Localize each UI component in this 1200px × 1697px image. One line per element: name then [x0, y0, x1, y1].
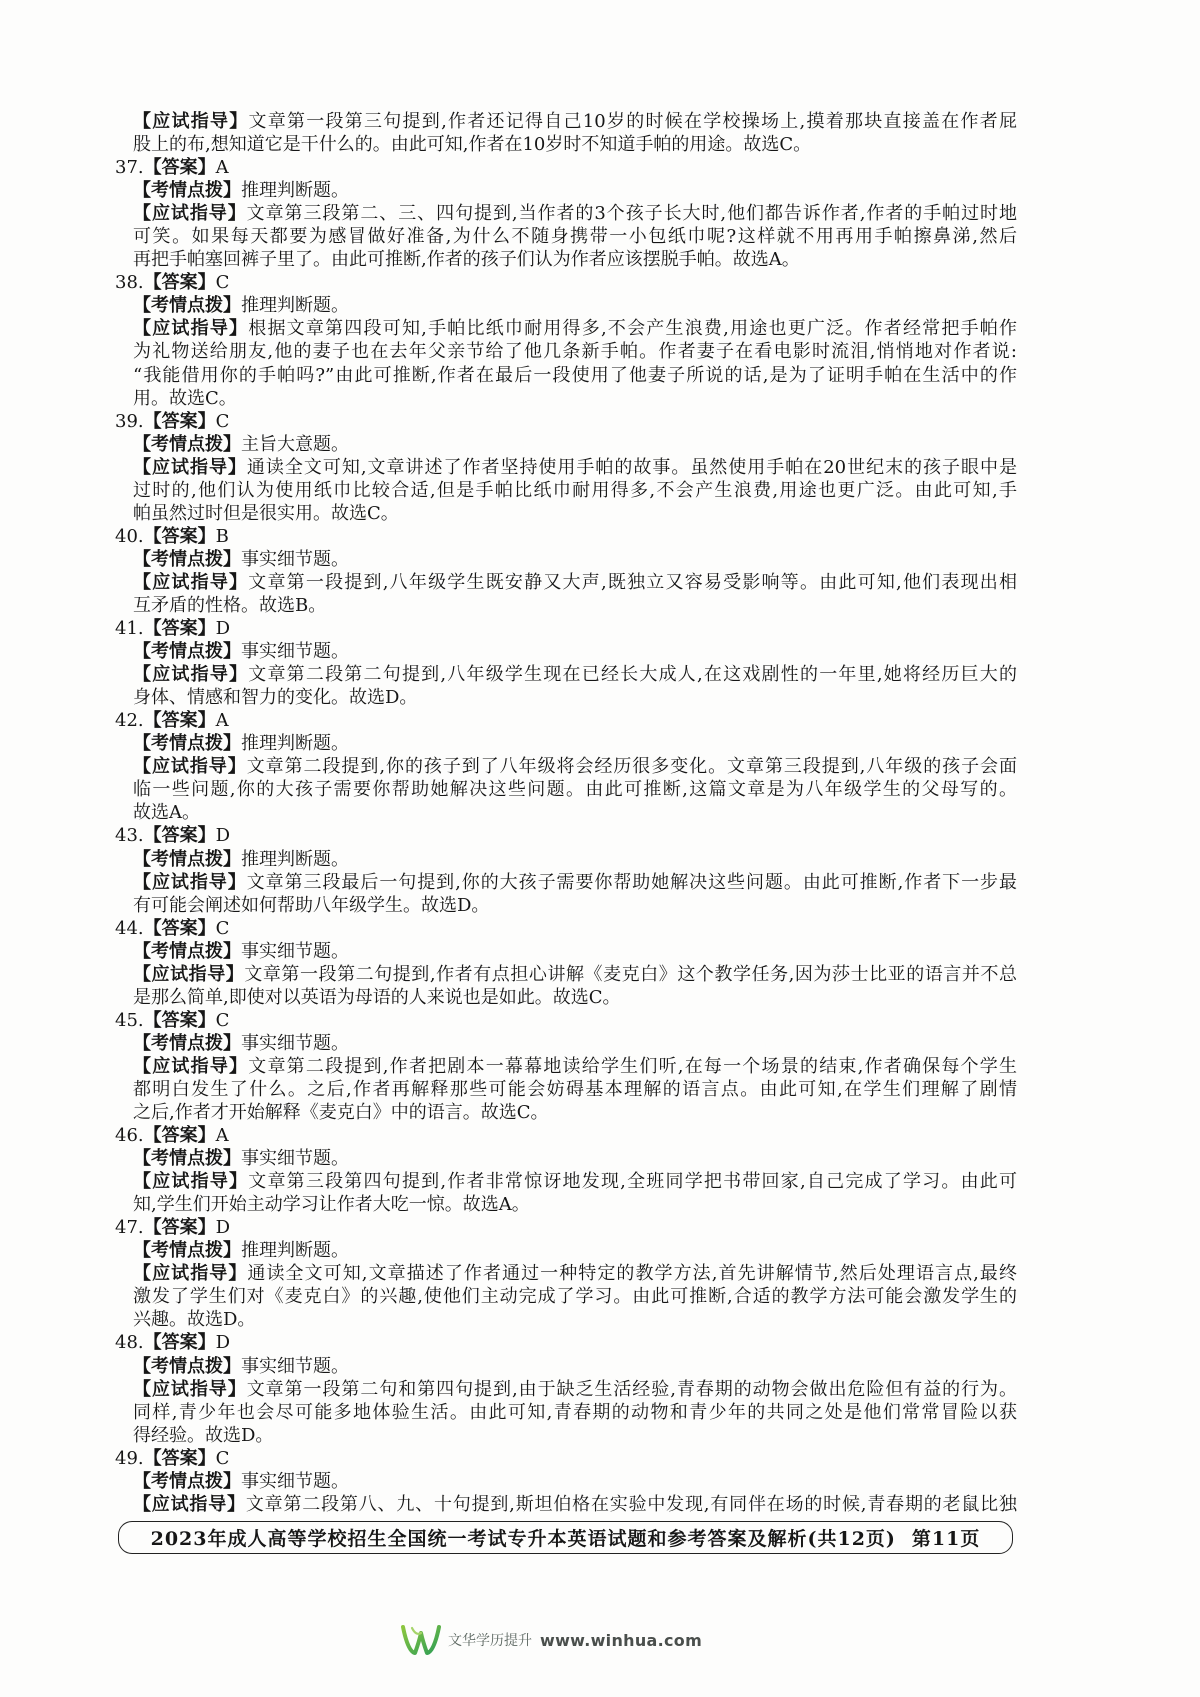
guidance-line	[133, 755, 1017, 778]
guidance-text: 是那么简单,即使对以英语为母语的人来说也是如此。故选C。	[133, 986, 621, 1008]
answer-line	[115, 1331, 1017, 1354]
answer-explanations	[115, 110, 1017, 1516]
question-number: 43.	[115, 825, 144, 847]
question-block	[115, 1124, 1017, 1216]
category-value: 事实细节题。	[241, 1148, 349, 1170]
guidance-line	[133, 340, 1017, 363]
guidance-line	[133, 1078, 1017, 1101]
guidance-text: 文章第三段第四句提到,作者非常惊讶地发现,全班同学把书带回家,自己完成了学习。由此可	[248, 1171, 1017, 1193]
question-number: 39.	[115, 410, 144, 432]
guidance-line	[133, 778, 1017, 801]
question-number: 38.	[115, 272, 144, 294]
guidance-text: 激发了学生们对《麦克白》的兴趣,使他们主动完成了学习。由此可推断,合适的教学方法可能会激发学生的	[133, 1286, 1017, 1308]
category-value: 推理判断题。	[241, 1240, 349, 1262]
answer-line	[115, 709, 1017, 732]
guidance-text: 同样,青少年也会尽可能多地体验生活。由此可知,青春期的动物和青少年的共同之处是他们常常冒险以获	[133, 1401, 1017, 1423]
answer-line	[115, 525, 1017, 548]
guidance-text: “我能借用你的手帕吗?”由此可推断,作者在最后一段使用了他妻子所说的话,是为了证明手帕在生活中的作	[133, 364, 1017, 386]
category-value: 事实细节题。	[241, 1470, 349, 1492]
category-label: 【考情点拨】	[133, 1032, 241, 1054]
answer-label: 【答案】	[143, 1332, 216, 1354]
guidance-text: 身体、情感和智力的变化。故选D。	[133, 687, 418, 709]
question-block	[115, 824, 1017, 916]
guidance-line	[133, 502, 1017, 525]
answer-value: B	[215, 525, 229, 547]
category-value: 事实细节题。	[241, 940, 349, 962]
guidance-text: 知,学生们开始主动学习让作者大吃一惊。故选A。	[133, 1194, 530, 1216]
guidance-line	[133, 317, 1017, 340]
answer-line	[115, 410, 1017, 433]
guidance-label: 【应试指导】	[133, 963, 245, 985]
guidance-line	[133, 894, 1017, 917]
guidance-text: 股上的布,想知道它是干什么的。由此可知,作者在10岁时不知道手帕的用途。故选C。	[133, 134, 812, 156]
guidance-label: 【应试指导】	[133, 1055, 249, 1077]
answer-label: 【答案】	[143, 1125, 216, 1147]
guidance-text: 通读全文可知,文章讲述了作者坚持使用手帕的故事。虽然使用手帕在20世纪末的孩子眼中是	[246, 456, 1018, 478]
category-value: 推理判断题。	[241, 180, 349, 202]
guidance-line	[133, 1401, 1017, 1424]
answer-line	[115, 824, 1017, 847]
answer-value: C	[215, 1447, 230, 1469]
guidance-line	[133, 110, 1017, 133]
category-label: 【考情点拨】	[133, 1470, 241, 1492]
category-line	[133, 179, 1017, 202]
category-value: 推理判断题。	[241, 848, 349, 870]
guidance-line	[133, 871, 1017, 894]
category-value: 主旨大意题。	[241, 433, 349, 455]
guidance-text: 为礼物送给朋友,他的妻子也在去年父亲节给了他几条新手帕。作者妻子在看电影时流泪,悄悄地对作者说:	[133, 341, 1017, 363]
guidance-text: 文章第三段最后一句提到,你的大孩子需要你帮助她解决这些问题。由此可推断,作者下一步最	[246, 871, 1017, 893]
category-value: 推理判断题。	[241, 295, 349, 317]
answer-line	[115, 617, 1017, 640]
footer-title: 2023年成人高等学校招生全国统一考试专升本英语试题和参考答案及解析(共12页)	[150, 1528, 896, 1550]
guidance-line	[133, 571, 1017, 594]
category-line	[133, 433, 1017, 456]
question-block	[115, 1216, 1017, 1331]
guidance-text: 都明白发生了什么。之后,作者再解释那些可能会妨碍基本理解的语言点。由此可知,在学生们理解了剧情	[133, 1078, 1017, 1100]
category-label: 【考情点拨】	[133, 733, 241, 755]
guidance-text: 之后,作者才开始解释《麦克白》中的语言。故选C。	[133, 1102, 549, 1124]
guidance-line	[133, 456, 1017, 479]
category-label: 【考情点拨】	[133, 548, 241, 570]
guidance-text: 过时的,他们认为使用纸巾比较合适,但是手帕比纸巾耐用得多,不会产生浪费,用途也更广泛。由此可知,手	[133, 479, 1017, 501]
guidance-text: 文章第一段第三句提到,作者还记得自己10岁的时候在学校操场上,摸着那块直接盖在作者屁	[248, 111, 1018, 132]
guidance-line	[133, 663, 1017, 686]
question-number: 46.	[115, 1125, 144, 1147]
category-label: 【考情点拨】	[133, 641, 241, 663]
question-number: 44.	[115, 917, 144, 939]
answer-value: A	[215, 1125, 229, 1147]
guidance-label: 【应试指导】	[133, 456, 247, 478]
guidance-line	[133, 1378, 1017, 1401]
category-value: 推理判断题。	[241, 733, 349, 755]
category-line	[133, 294, 1017, 317]
guidance-text: 故选A。	[133, 802, 200, 824]
question-block	[115, 1009, 1017, 1124]
question-number: 42.	[115, 710, 144, 732]
guidance-line	[133, 1193, 1017, 1216]
question-number: 49.	[115, 1447, 144, 1469]
guidance-text: 文章第一段提到,八年级学生既安静又大声,既独立又容易受影响等。由此可知,他们表现出相	[248, 571, 1017, 593]
guidance-line	[133, 1262, 1017, 1285]
answer-line	[115, 1447, 1017, 1470]
question-number: 41.	[115, 618, 144, 640]
answer-label: 【答案】	[143, 1217, 216, 1239]
question-block	[115, 617, 1017, 709]
answer-label: 【答案】	[143, 1009, 216, 1031]
answer-line	[115, 156, 1017, 179]
answer-label: 【答案】	[143, 1447, 216, 1469]
guidance-line	[133, 387, 1017, 410]
answer-label: 【答案】	[143, 410, 216, 432]
answer-line	[115, 917, 1017, 940]
guidance-text: 文章第二段第二句提到,八年级学生现在已经长大成人,在这戏剧性的一年里,她将经历巨大的	[248, 664, 1017, 686]
guidance-text: 根据文章第四段可知,手帕比纸巾耐用得多,不会产生浪费,用途也更广泛。作者经常把手帕作	[248, 318, 1017, 340]
guidance-text: 文章第二段提到,你的孩子到了八年级将会经历很多变化。文章第三段提到,八年级的孩子会面	[246, 756, 1017, 778]
guidance-line	[133, 248, 1017, 271]
category-line	[133, 732, 1017, 755]
guidance-line	[133, 1493, 1017, 1516]
answer-value: A	[215, 710, 229, 732]
category-line	[133, 1470, 1017, 1493]
guidance-line	[133, 801, 1017, 824]
question-block	[115, 525, 1017, 617]
guidance-label: 【应试指导】	[133, 1171, 249, 1193]
answer-value: D	[215, 1217, 231, 1239]
guidance-text: 文章第三段第二、三、四句提到,当作者的3个孩子长大时,他们都告诉作者,作者的手帕过时地	[246, 203, 1017, 225]
answer-line	[115, 1124, 1017, 1147]
answer-value: A	[215, 157, 229, 179]
question-block	[115, 271, 1017, 409]
answer-value: C	[215, 1009, 230, 1031]
guidance-line	[133, 364, 1017, 387]
category-line	[133, 1147, 1017, 1170]
category-label: 【考情点拨】	[133, 433, 241, 455]
guidance-line	[133, 479, 1017, 502]
guidance-text: 得经验。故选D。	[133, 1424, 274, 1446]
guidance-label: 【应试指导】	[133, 318, 249, 340]
answer-line	[115, 1009, 1017, 1032]
answer-value: D	[215, 618, 231, 640]
guidance-text: 文章第二段第八、九、十句提到,斯坦伯格在实验中发现,有同伴在场的时候,青春期的老鼠比独	[245, 1493, 1017, 1515]
guidance-label: 【应试指导】	[133, 1263, 248, 1285]
question-number: 47.	[115, 1217, 144, 1239]
answer-label: 【答案】	[143, 710, 216, 732]
winhua-logo-icon	[400, 1622, 442, 1658]
guidance-text: 文章第一段第二句提到,作者有点担心讲解《麦克白》这个教学任务,因为莎士比亚的语言并不总	[244, 963, 1017, 985]
guidance-line	[133, 1101, 1017, 1124]
guidance-text: 互矛盾的性格。故选B。	[133, 594, 327, 616]
guidance-text: 兴趣。故选D。	[133, 1309, 256, 1331]
guidance-text: 有可能会阐述如何帮助八年级学生。故选D。	[133, 894, 490, 916]
answer-label: 【答案】	[143, 157, 216, 179]
guidance-text: 通读全文可知,文章描述了作者通过一种特定的教学方法,首先讲解情节,然后处理语言点,最终	[247, 1263, 1017, 1285]
answer-label: 【答案】	[143, 917, 216, 939]
question-number: 45.	[115, 1009, 144, 1031]
guidance-line	[133, 133, 1017, 156]
answer-label: 【答案】	[143, 525, 216, 547]
answer-line	[115, 1216, 1017, 1239]
category-value: 事实细节题。	[241, 641, 349, 663]
guidance-text: 用。故选C。	[133, 387, 237, 409]
guidance-label: 【应试指导】	[133, 756, 247, 778]
page-footer	[118, 1521, 1013, 1554]
guidance-label: 【应试指导】	[133, 871, 247, 893]
category-label: 【考情点拨】	[133, 1148, 241, 1170]
category-value: 事实细节题。	[241, 1032, 349, 1054]
answer-value: C	[215, 917, 230, 939]
watermark-brand: 文华学历提升	[448, 1633, 532, 1649]
question-number: 48.	[115, 1332, 144, 1354]
category-label: 【考情点拨】	[133, 1240, 241, 1262]
category-line	[133, 1032, 1017, 1055]
category-line	[133, 1355, 1017, 1378]
question-block	[115, 917, 1017, 1009]
question-block	[115, 410, 1017, 525]
question-block	[115, 156, 1017, 271]
guidance-text: 可笑。如果每天都要为感冒做好准备,为什么不随身携带一小包纸巾呢?这样就不用再用手帕擦鼻涕,然后	[133, 226, 1017, 248]
answer-value: C	[215, 410, 230, 432]
guidance-label: 【应试指导】	[133, 111, 249, 132]
category-label: 【考情点拨】	[133, 848, 241, 870]
answer-label: 【答案】	[143, 272, 216, 294]
answer-label: 【答案】	[143, 825, 216, 847]
category-label: 【考情点拨】	[133, 180, 241, 202]
category-line	[133, 640, 1017, 663]
category-line	[133, 848, 1017, 871]
guidance-text: 帕虽然过时但是很实用。故选C。	[133, 502, 399, 524]
guidance-label: 【应试指导】	[133, 664, 249, 686]
category-line	[133, 548, 1017, 571]
guidance-line	[133, 1055, 1017, 1078]
guidance-line	[133, 963, 1017, 986]
question-number: 37.	[115, 157, 144, 179]
question-block	[115, 1447, 1017, 1516]
guidance-label: 【应试指导】	[133, 1378, 247, 1400]
guidance-text: 再把手帕塞回裤子里了。由此可推断,作者的孩子们认为作者应该摆脱手帕。故选A。	[133, 249, 800, 271]
guidance-line	[133, 225, 1017, 248]
watermark	[400, 1621, 702, 1659]
category-value: 事实细节题。	[241, 1355, 349, 1377]
answer-value: D	[215, 1332, 231, 1354]
guidance-label: 【应试指导】	[133, 203, 247, 225]
guidance-line	[133, 202, 1017, 225]
category-label: 【考情点拨】	[133, 1355, 241, 1377]
category-line	[133, 940, 1017, 963]
guidance-text: 临一些问题,你的大孩子需要你帮助她解决这些问题。由此可推断,这篇文章是为八年级学生的父母写的。	[133, 779, 1017, 801]
question-block	[115, 1331, 1017, 1446]
answer-label: 【答案】	[143, 618, 216, 640]
category-label: 【考情点拨】	[133, 295, 241, 317]
category-line	[133, 1239, 1017, 1262]
answer-line	[115, 271, 1017, 294]
guidance-text: 文章第二段提到,作者把剧本一幕幕地读给学生们听,在每一个场景的结束,作者确保每个学生	[248, 1055, 1017, 1077]
question-number: 40.	[115, 525, 144, 547]
continued-explanation	[115, 110, 1017, 156]
guidance-line	[133, 986, 1017, 1009]
question-block	[115, 709, 1017, 824]
answer-value: D	[215, 825, 231, 847]
guidance-line	[133, 594, 1017, 617]
guidance-label: 【应试指导】	[133, 1493, 246, 1515]
category-label: 【考情点拨】	[133, 940, 241, 962]
watermark-url: www.winhua.com	[540, 1630, 703, 1650]
guidance-line	[133, 1170, 1017, 1193]
guidance-line	[133, 1285, 1017, 1308]
guidance-line	[133, 1424, 1017, 1447]
answer-value: C	[215, 272, 230, 294]
guidance-text: 文章第一段第二句和第四句提到,由于缺乏生活经验,青春期的动物会做出危险但有益的行为。	[246, 1378, 1017, 1400]
guidance-line	[133, 686, 1017, 709]
page-number: 第11页	[911, 1528, 981, 1550]
guidance-line	[133, 1308, 1017, 1331]
guidance-label: 【应试指导】	[133, 571, 249, 593]
category-value: 事实细节题。	[241, 548, 349, 570]
